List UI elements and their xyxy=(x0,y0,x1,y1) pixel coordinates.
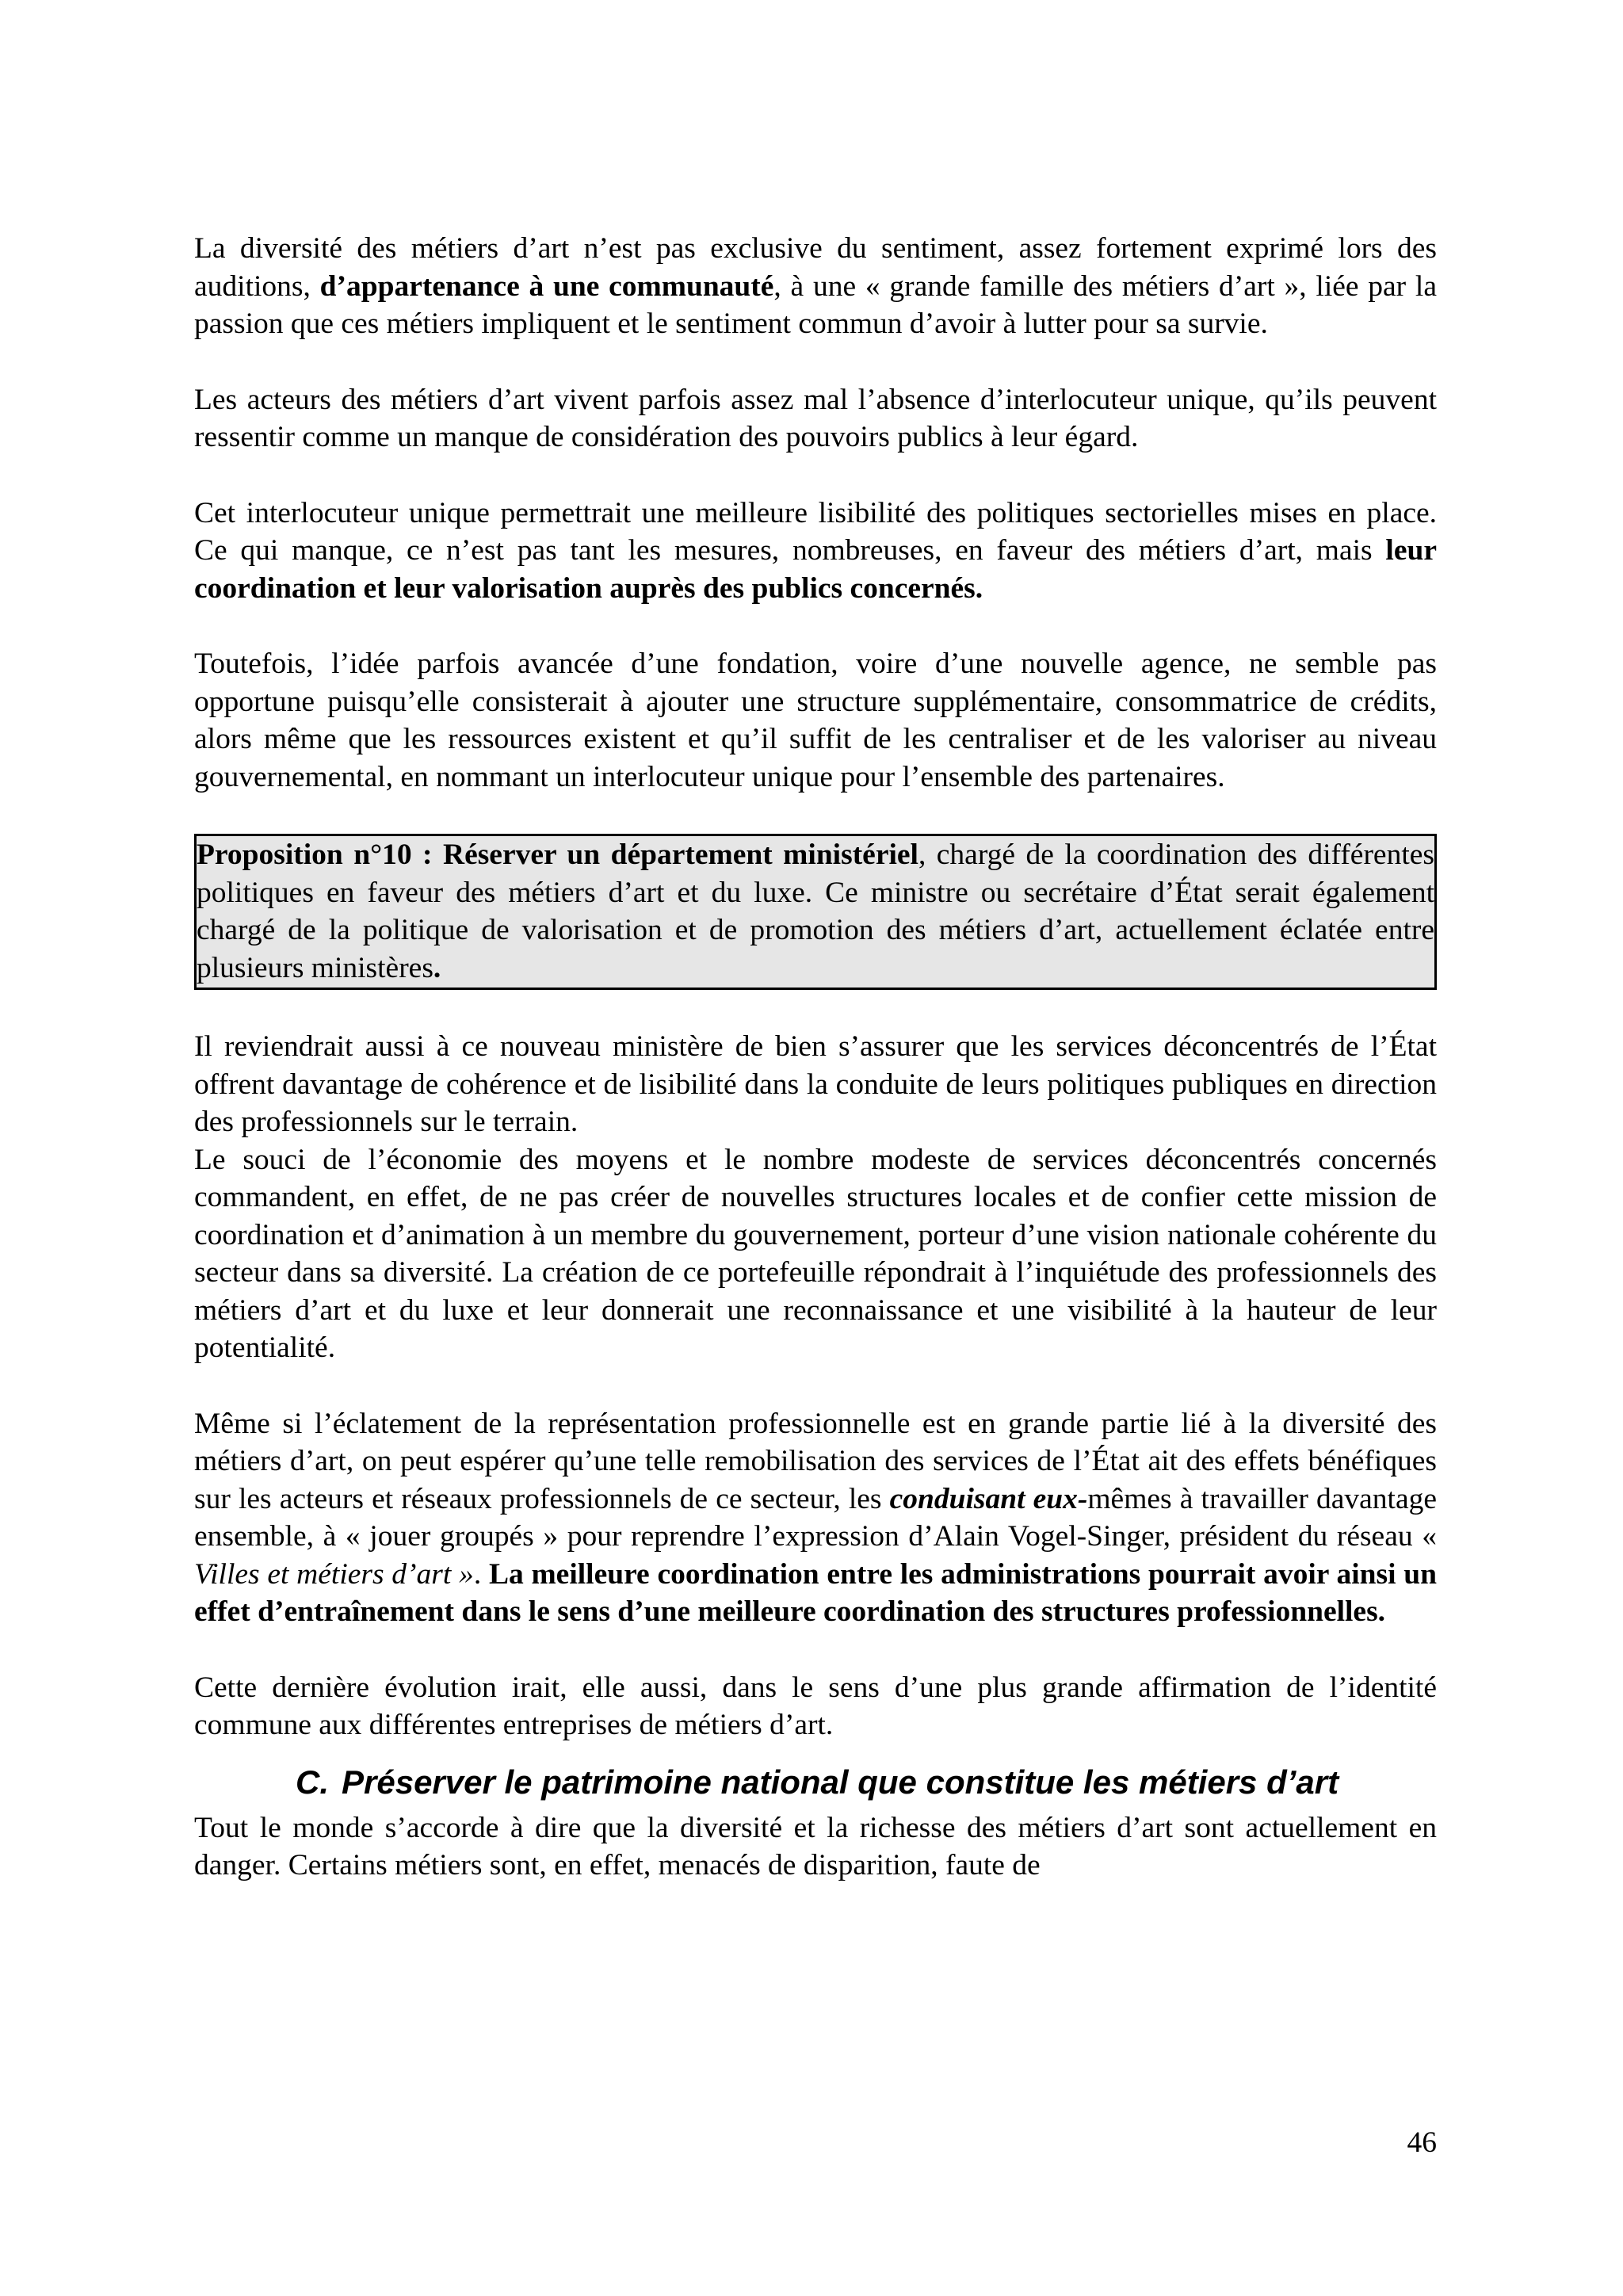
paragraph-remobilisation-text-2: mêmes à travailler davantage ensemble, à « jouer groupés » pour reprendre l’expression d’Alain Vogel-Singer, président du réseau « xyxy=(194,1482,1437,1553)
paragraph-community-bold: d’appartenance à une communauté xyxy=(319,269,774,303)
section-heading-text: Préserver le patrimoine national que constitue les métiers d’art xyxy=(342,1763,1339,1801)
paragraph-remobilisation-text-1: Même si l’éclatement de la représentation professionnelle est en grande partie lié à la diversité des métiers d’art, on peut espérer qu’une telle remobilisation des services de l’État ait des effets bénéfiques sur les acteurs et réseaux professionnels de ce secteur, les xyxy=(194,1407,1437,1515)
proposal-title: Proposition n°10 : Réserver un département ministériel xyxy=(197,839,918,871)
proposal-box xyxy=(194,834,1437,990)
proposal-end: . xyxy=(433,951,441,984)
page-number: 46 xyxy=(1407,2126,1437,2159)
proposal-text xyxy=(197,836,1434,987)
paragraph-ministry-role: Il reviendrait aussi à ce nouveau ministère de bien s’assurer que les services déconcentrés de l’État offrent davantage de cohérence et de lisibilité dans la conduite de leurs politiques publiques en direction des professionnels sur le terrain. xyxy=(194,1030,1437,1138)
document-page xyxy=(194,230,1437,1885)
paragraph-lisibility-bold: leur coordination et leur valorisation auprès des publics concernés. xyxy=(194,534,1437,605)
paragraph-identity: Cette dernière évolution irait, elle aussi, dans le sens d’une plus grande affirmation de l’identité commune aux différentes entreprises de métiers d’art. xyxy=(194,1671,1437,1741)
paragraph-remobilisation-bold-italic: conduisant eux- xyxy=(889,1482,1088,1515)
section-heading xyxy=(194,1762,1437,1803)
paragraph-community-text-2: , à une « grande famille des métiers d’art », liée par la passion que ces métiers impliquent et le sentiment commun d’avoir à lutter pour sa survie. xyxy=(194,269,1437,340)
paragraph-community xyxy=(194,230,1437,343)
paragraph-economy-means: Le souci de l’économie des moyens et le nombre modeste de services déconcentrés concernés commandent, en effet, de ne pas créer de nouvelles structures locales et de confier cette mission de coordination et d’animation à un membre du gouvernement, porteur d’une vision nationale cohérente du secteur dans sa diversité. La création de ce portefeuille répondrait à l’inquiétude des professionnels des métiers d’art et du luxe et leur donnerait une reconnaissance et une visibilité à la hauteur de leur potentialité. xyxy=(194,1143,1437,1364)
paragraph-remobilisation-italic: Villes et métiers d’art » xyxy=(194,1557,474,1591)
paragraph-interlocutor-absence: Les acteurs des métiers d’art vivent parfois assez mal l’absence d’interlocuteur unique, qu’ils peuvent ressentir comme un manque de considération des pouvoirs publics à leur égard. xyxy=(194,383,1437,453)
paragraph-remobilisation-text-3: . xyxy=(473,1557,489,1591)
paragraph-remobilisation-bold: La meilleure coordination entre les administrations pourrait avoir ainsi un effet d’entraînement dans le sens d’une meilleure coordination des structures professionnelles. xyxy=(194,1557,1438,1628)
paragraph-danger: Tout le monde s’accorde à dire que la diversité et la richesse des métiers d’art sont actuellement en danger. Certains métiers sont, en effet, menacés de disparition, faute de xyxy=(194,1811,1437,1881)
paragraph-foundation: Toutefois, l’idée parfois avancée d’une fondation, voire d’une nouvelle agence, ne semble pas opportune puisqu’elle consisterait à ajouter une structure supplémentaire, consommatrice de crédits, alors même que les ressources existent et qu’il suffit de les centraliser et de les valoriser au niveau gouvernemental, en nommant un interlocuteur unique pour l’ensemble des partenaires. xyxy=(194,648,1437,793)
paragraph-remobilisation xyxy=(194,1405,1437,1631)
paragraph-lisibility-text: Cet interlocuteur unique permettrait une meilleure lisibilité des politiques sectorielles mises en place. Ce qui manque, ce n’est pas tant les mesures, nombreuses, en faveur des métiers d’art, mais xyxy=(194,496,1437,567)
proposal-body: , chargé de la coordination des différentes politiques en faveur des métiers d’art et du luxe. Ce ministre ou secrétaire d’État serait également chargé de la politique de valorisation et de promotion des métiers d’art, actuellement éclatée entre plusieurs ministères xyxy=(197,839,1434,984)
paragraph-lisibility xyxy=(194,495,1437,608)
section-heading-letter: C. xyxy=(296,1763,329,1801)
paragraph-community-text-1: La diversité des métiers d’art n’est pas exclusive du sentiment, assez fortement exprimé lors des auditions, xyxy=(194,232,1437,303)
